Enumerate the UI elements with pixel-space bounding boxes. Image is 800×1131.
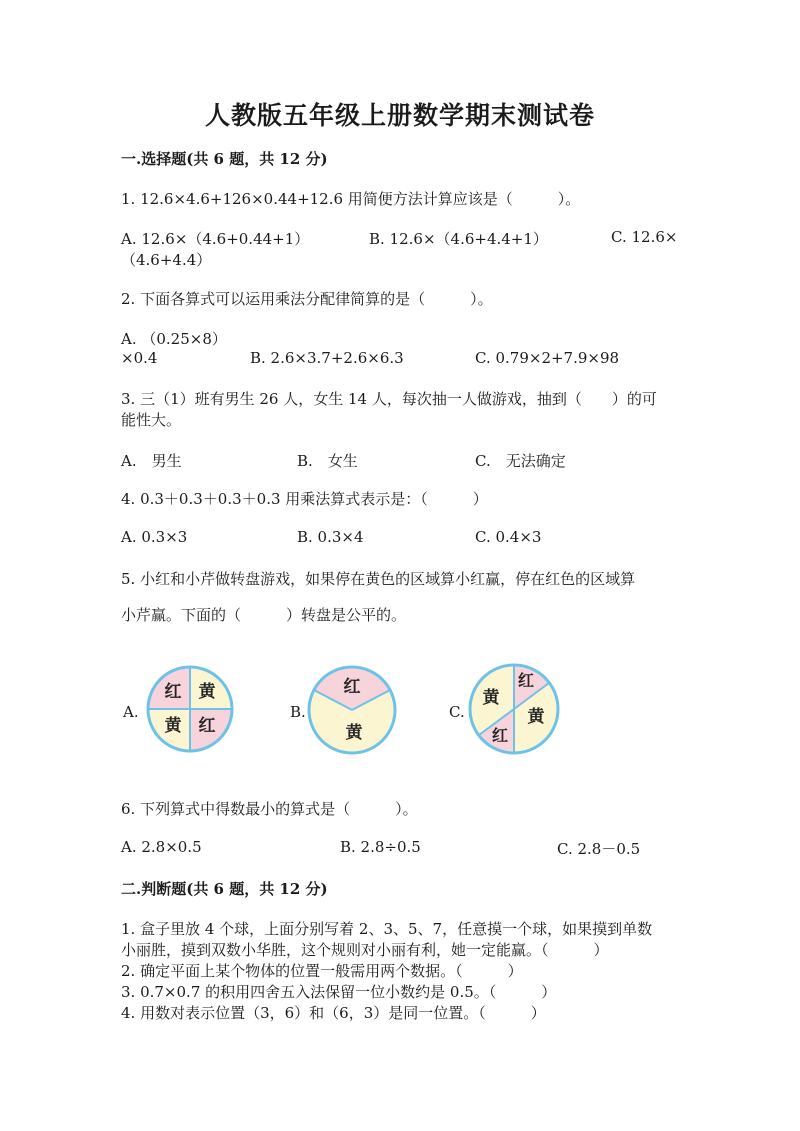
- judge-q1-line1: 1. 盒子里放 4 个球，上面分别写着 2、3、5、7，任意摸一个球，如果摸到单数: [121, 920, 653, 938]
- q6-option-a: A. 2.8×0.5: [121, 838, 202, 856]
- section-heading-judgement: 二.判断题(共 6 题，共 12 分): [121, 880, 328, 898]
- q2-option-c: C. 0.79×2+7.9×98: [475, 349, 620, 367]
- spinner-a: [145, 664, 235, 754]
- section-heading-choice: 一.选择题(共 6 题，共 12 分): [121, 150, 328, 168]
- q4-option-b: B. 0.3×4: [297, 528, 364, 546]
- q4-option-a: A. 0.3×3: [121, 528, 188, 546]
- q4-stem: 4. 0.3＋0.3＋0.3＋0.3 用乘法算式表示是：（ ）: [121, 490, 488, 508]
- q3-option-b: B. 女生: [297, 452, 358, 470]
- judge-q2: 2. 确定平面上某个物体的位置一般需用两个数据。（ ）: [121, 962, 523, 980]
- q2-option-b: B. 2.6×3.7+2.6×6.3: [250, 349, 404, 367]
- spinner-c-label-red-1: 红: [517, 671, 535, 690]
- q5-option-a-label: A.: [123, 703, 139, 721]
- judge-q1-line2: 小丽胜，摸到双数小华胜，这个规则对小丽有利，她一定能赢。（ ）: [121, 941, 609, 959]
- q6-stem: 6. 下列算式中得数最小的算式是（ ）。: [121, 800, 418, 818]
- spinner-c-label-red-2: 红: [491, 726, 509, 745]
- q3-stem-line2: 能性大。: [121, 411, 182, 429]
- q2-option-a-continued: ×0.4: [121, 349, 158, 367]
- q4-option-c: C. 0.4×3: [475, 528, 542, 546]
- page-title: 人教版五年级上册数学期末测试卷: [204, 101, 595, 130]
- spinner-c-label-yellow-1: 黄: [482, 688, 500, 708]
- spinner-a-label-yellow-1: 黄: [198, 682, 216, 702]
- spinner-a-label-red-2: 红: [198, 716, 216, 736]
- q2-stem: 2. 下面各算式可以运用乘法分配律简算的是（ ）。: [121, 290, 493, 308]
- q1-stem: 1. 12.6×4.6+126×0.44+12.6 用简便方法计算应该是（ ）。: [121, 190, 581, 208]
- spinner-c-label-yellow-2: 黄: [527, 707, 545, 727]
- judge-q3: 3. 0.7×0.7 的积用四舍五入法保留一位小数约是 0.5。（ ）: [121, 983, 557, 1001]
- q1-option-c-continued: （4.6+4.4）: [121, 251, 212, 269]
- spinner-c: [467, 662, 561, 756]
- q5-stem-line2: 小芹赢。下面的（ ）转盘是公平的。: [121, 606, 407, 624]
- q6-option-c: C. 2.8－0.5: [557, 840, 641, 858]
- q3-option-a: A. 男生: [121, 452, 182, 470]
- q6-option-b: B. 2.8÷0.5: [340, 838, 421, 856]
- q1-option-b: B. 12.6×（4.6+4.4+1）: [369, 230, 548, 248]
- judge-q4: 4. 用数对表示位置（3，6）和（6，3）是同一位置。（ ）: [121, 1004, 546, 1022]
- spinner-b-label-red: 红: [343, 677, 361, 697]
- q2-option-a: A. （0.25×8）: [121, 330, 227, 348]
- spinner-b: [306, 664, 398, 756]
- spinner-b-label-yellow: 黄: [345, 723, 363, 743]
- spinner-a-label-red-1: 红: [164, 682, 182, 702]
- q5-option-c-label: C.: [449, 703, 465, 721]
- q3-option-c: C. 无法确定: [475, 452, 566, 470]
- q5-option-b-label: B.: [290, 703, 306, 721]
- spinner-a-label-yellow-2: 黄: [164, 716, 182, 736]
- q5-stem-line1: 5. 小红和小芹做转盘游戏，如果停在黄色的区域算小红赢，停在红色的区域算: [121, 570, 636, 588]
- q1-option-a: A. 12.6×（4.6+0.44+1）: [121, 230, 310, 248]
- q3-stem-line1: 3. 三（1）班有男生 26 人，女生 14 人，每次抽一人做游戏，抽到（ ）的可: [121, 390, 657, 408]
- q1-option-c: C. 12.6×: [611, 228, 678, 246]
